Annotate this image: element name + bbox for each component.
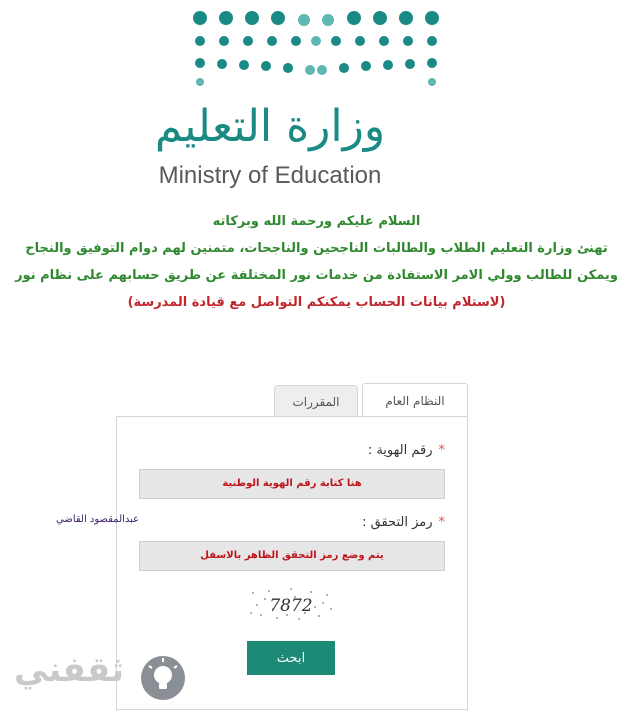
required-mark: *	[438, 515, 445, 530]
verification-code-label	[362, 515, 445, 530]
id-number-label	[368, 443, 445, 458]
required-mark: *	[438, 443, 445, 458]
logo-arabic-title: وزارة التعليم	[154, 101, 386, 152]
logo-english-title: Ministry of Education	[158, 162, 382, 189]
id-number-input[interactable]: هنا كتابة رقم الهوية الوطنية	[139, 469, 445, 499]
tab-general-system[interactable]	[362, 383, 468, 418]
verification-code-label-text: رمز التحقق :	[362, 515, 433, 530]
tab-courses-label: المقررات	[292, 395, 340, 409]
congrats-line: تهنئ وزارة التعليم الطلاب والطالبات الناجحين والناجحات، متمنين لهم دوام التوفيق والنجاح	[25, 241, 608, 256]
search-button[interactable]	[247, 641, 335, 675]
greeting-line: السلام عليكم ورحمة الله وبركاته	[212, 214, 421, 229]
contact-note: (لاستلام بيانات الحساب يمكنكم التواصل مع قيادة المدرسة)	[127, 295, 506, 310]
captcha-image	[247, 585, 335, 623]
tab-general-system-label: النظام العام	[385, 394, 445, 408]
captcha-text: 7872	[269, 596, 313, 616]
lightbulb-icon	[139, 654, 187, 702]
author-signature: عبدالمقصود القاضي	[56, 514, 140, 525]
ministry-logo-dots	[186, 8, 446, 88]
tab-courses[interactable]	[274, 385, 358, 418]
site-watermark: ثقفني	[14, 650, 124, 690]
verification-code-input[interactable]: يتم وضع رمز التحقق الظاهر بالاسفل	[139, 541, 445, 571]
id-number-label-text: رقم الهوية :	[367, 443, 433, 458]
info-line: ويمكن للطالب وولي الامر الاستفادة من خدمات نور المختلفة عن طريق حسابهم على نظام نور	[15, 268, 618, 283]
search-button-label: ابحث	[276, 650, 306, 666]
